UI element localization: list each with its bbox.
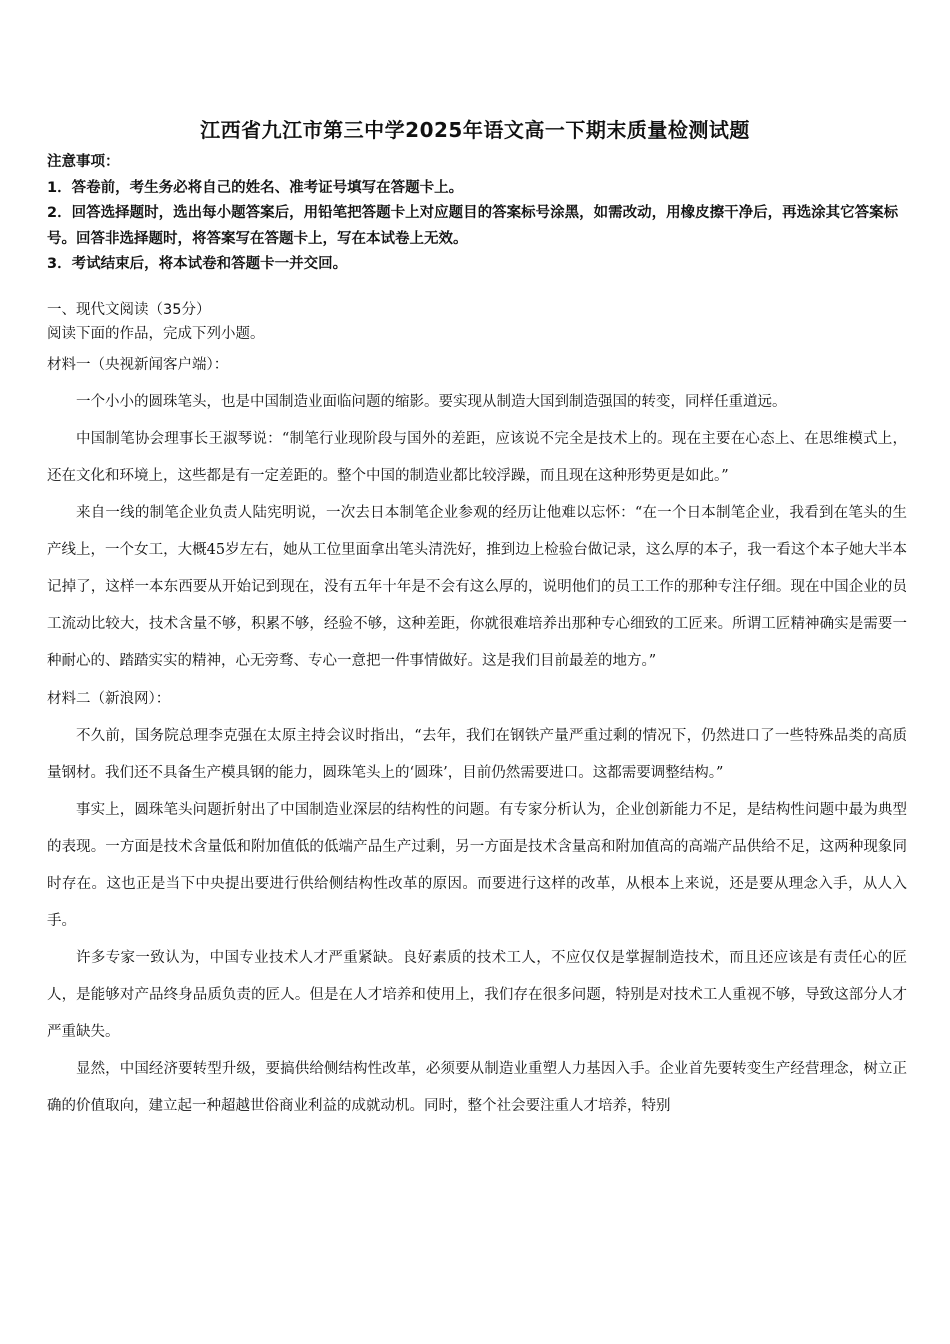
section-heading: 一、现代文阅读（35分） (47, 302, 211, 318)
section-intro: 阅读下面的作品，完成下列小题。 (47, 326, 265, 342)
paragraph: 不久前，国务院总理李克强在太原主持会议时指出，“去年，我们在钢铁产量严重过剩的情况下，仍然进口了一些特殊品类的高质量钢材。我们还不具备生产模具钢的能力，圆珠笔头上的‘圆珠’，目前仍然需要进口。这都需要调整结构。” (47, 728, 907, 781)
page-title: 江西省九江市第三中学2025年语文高一下期末质量检测试题 (200, 118, 750, 142)
notice-block (47, 150, 907, 278)
material-1-label: 材料一（央视新闻客户端）： (47, 357, 229, 373)
material-2-label: 材料二（新浪网）： (47, 691, 171, 707)
paragraph: 许多专家一致认为，中国专业技术人才严重紧缺。良好素质的技术工人，不应仅仅是掌握制造技术，而且还应该是有责任心的匠人，是能够对产品终身品质负责的匠人。但是在人才培养和使用上，我们存在很多问题，特别是对技术工人重视不够，导致这部分人才严重缺失。 (47, 950, 907, 1040)
notice-item: 3．考试结束后，将本试卷和答题卡一并交回。 (47, 256, 348, 272)
notice-heading: 注意事项： (47, 154, 120, 170)
paragraph: 中国制笔协会理事长王淑琴说：“制笔行业现阶段与国外的差距，应该说不完全是技术上的。现在主要在心态上、在思维模式上，还在文化和环境上，这些都是有一定差距的。整个中国的制造业都比较浮躁，而且现在这种形势更是如此。” (47, 431, 907, 484)
paragraph: 一个小小的圆珠笔头，也是中国制造业面临问题的缩影。要实现从制造大国到制造强国的转变，同样任重道远。 (76, 394, 787, 410)
section-modern-reading (47, 298, 907, 1125)
paragraph: 来自一线的制笔企业负责人陆宪明说，一次去日本制笔企业参观的经历让他难以忘怀：“在一个日本制笔企业，我看到在笔头的生产线上，一个女工，大概45岁左右，她从工位里面拿出笔头清洗好，推到边上检验台做记录，这么厚的本子，我一看这个本子她大半本记掉了，这样一本东西要从开始记到现在，没有五年十年是不会有这么厚的，说明他们的员工工作的那种专注仔细。现在中国企业的员工流动比较大，技术含量不够，积累不够，经验不够，这种差距，你就很难培养出那种专心细致的工匠来。所谓工匠精神确实是需要一种耐心的、踏踏实实的精神，心无旁骛、专心一意把一件事情做好。这是我们目前最差的地方。” (47, 505, 907, 669)
paragraph: 显然，中国经济要转型升级，要搞供给侧结构性改革，必须要从制造业重塑人力基因入手。企业首先要转变生产经营理念，树立正确的价值取向，建立起一种超越世俗商业利益的成就动机。同时，整个社会要注重人才培养，特别 (47, 1061, 907, 1114)
paragraph: 事实上，圆珠笔头问题折射出了中国制造业深层的结构性的问题。有专家分析认为，企业创新能力不足，是结构性问题中最为典型的表现。一方面是技术含量低和附加值低的低端产品生产过剩，另一方面是技术含量高和附加值高的高端产品供给不足，这两种现象同时存在。这也正是当下中央提出要进行供给侧结构性改革的原因。而要进行这样的改革，从根本上来说，还是要从理念入手，从人入手。 (47, 802, 907, 929)
notice-item: 2．回答选择题时，选出每小题答案后，用铅笔把答题卡上对应题目的答案标号涂黑，如需改动，用橡皮擦干净后，再选涂其它答案标号。回答非选择题时，将答案写在答题卡上，写在本试卷上无效。 (47, 205, 899, 247)
notice-item: 1．答卷前，考生务必将自己的姓名、准考证号填写在答题卡上。 (47, 179, 464, 196)
